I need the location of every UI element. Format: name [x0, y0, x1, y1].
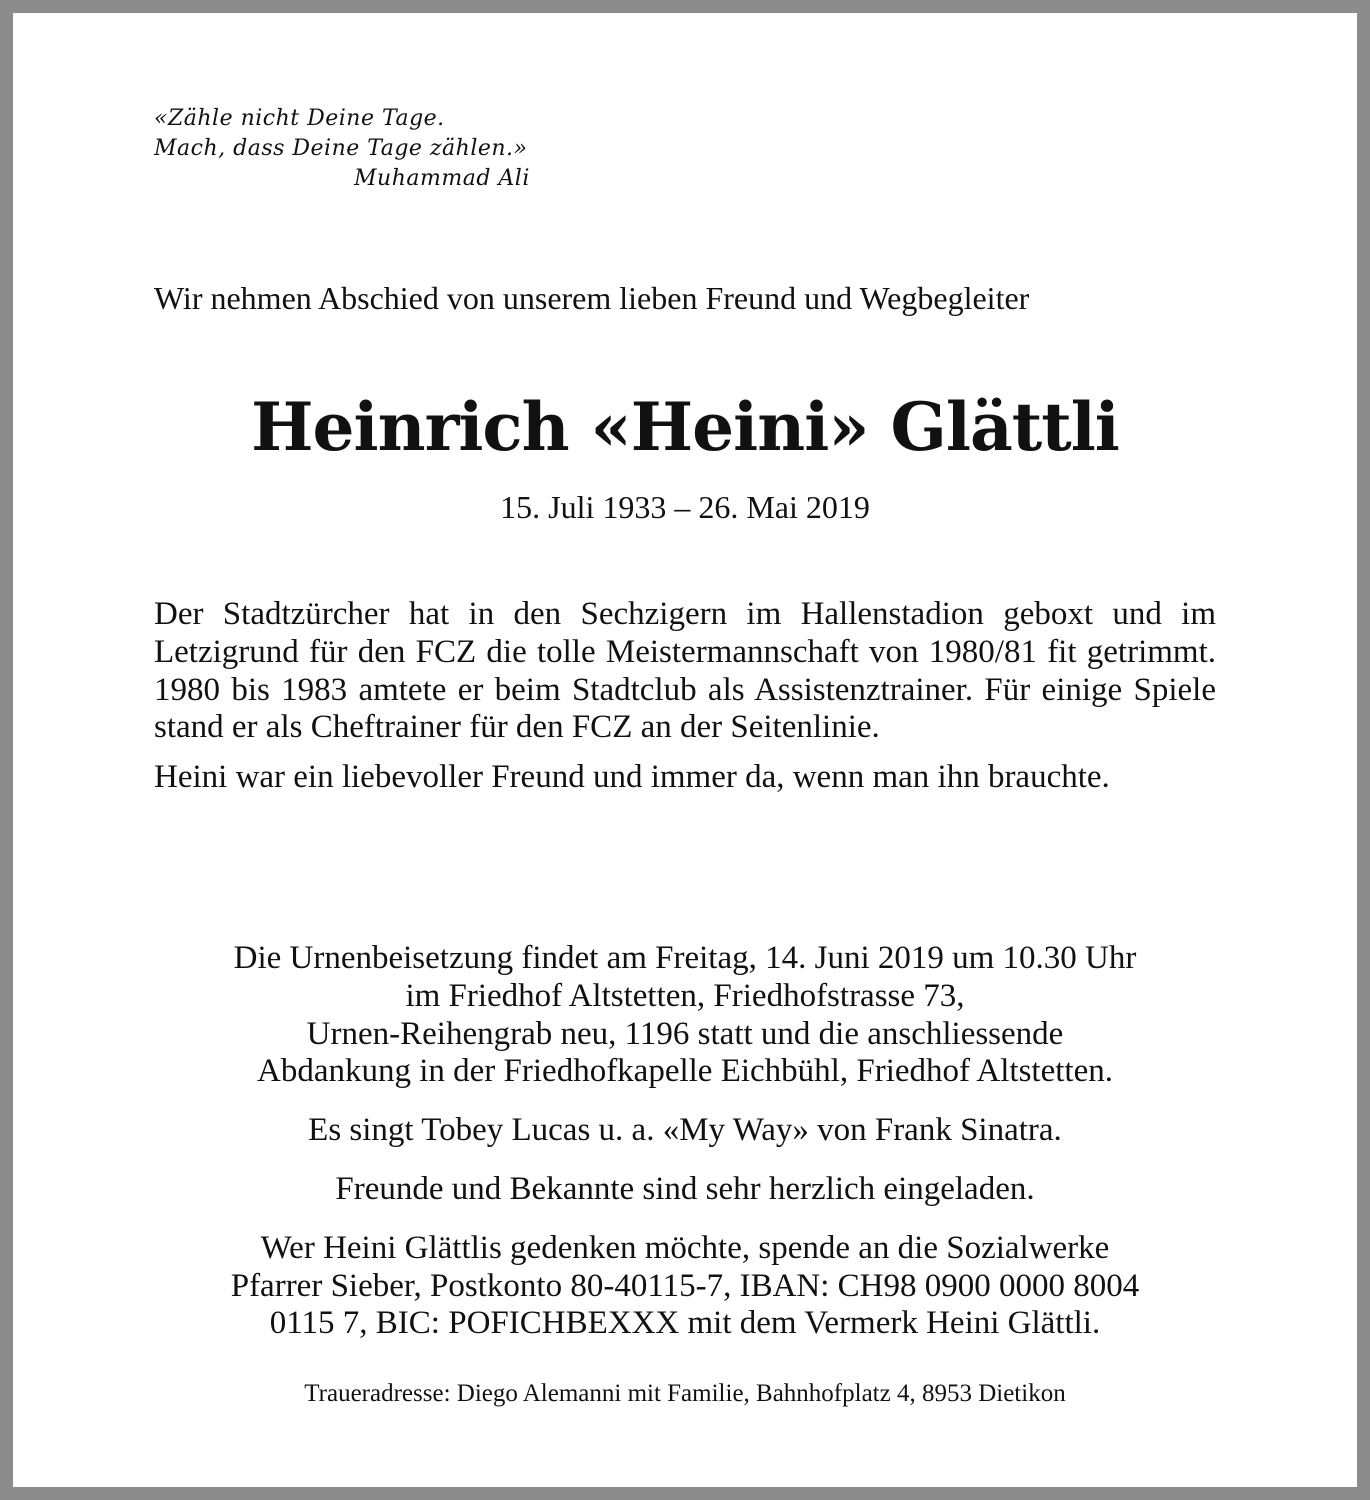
donation-line-3: 0115 7, BIC: POFICHBEXXX mit dem Vermerk Heini Glättli. [269, 1305, 1101, 1342]
life-dates: 15. Juli 1933 – 26. Mai 2019 [500, 489, 870, 525]
deceased-name: Heinrich «Heini» Glättli [251, 388, 1119, 466]
obituary-notice [13, 13, 1357, 1487]
burial-line-2: im Friedhof Altstetten, Friedhofstrasse 73, [405, 977, 965, 1014]
biography-paragraph-2: Heini war ein liebevoller Freund und immer da, wenn man ihn brauchte. [154, 759, 1110, 796]
music-note: Es singt Tobey Lucas u. a. «My Way» von Frank Sinatra. [308, 1112, 1062, 1149]
burial-line-3: Urnen-Reihengrab neu, 1196 statt und die anschliessende [306, 1015, 1064, 1052]
burial-line-4: Abdankung in der Friedhofkapelle Eichbühl, Friedhof Altstetten. [257, 1053, 1113, 1090]
ceremony-details [154, 940, 1216, 1343]
quote-author: Muhammad Ali [354, 166, 530, 191]
quote-line-2: Mach, dass Deine Tage zählen.» [154, 136, 528, 161]
burial-line-1: Die Urnenbeisetzung findet am Freitag, 14. Juni 2019 um 10.30 Uhr [233, 940, 1137, 976]
biography-paragraph-1: Der Stadtzürcher hat in den Sechzigern im Hallenstadion geboxt und im Letzigrund für den FCZ die tolle Meistermannschaft von 1980/81 fit getrimmt. 1980 bis 1983 amtete er beim Stadtclub als Assistenztrainer. Für einige Spiele stand er als Cheftrainer für den FCZ an der Seitenlinie. [154, 596, 1216, 746]
donation-line-2: Pfarrer Sieber, Postkonto 80-40115-7, IBAN: CH98 0900 0000 8004 [230, 1267, 1140, 1304]
biography [154, 596, 1216, 797]
epigraph-quote [154, 104, 554, 194]
farewell-intro: Wir nehmen Abschied von unserem lieben Freund und Wegbegleiter [154, 280, 1030, 316]
donation-line-1: Wer Heini Glättlis gedenken möchte, spende an die Sozialwerke [260, 1229, 1110, 1266]
quote-line-1: «Zähle nicht Deine Tage. [154, 106, 445, 131]
invitation-note: Freunde und Bekannte sind sehr herzlich eingeladen. [335, 1170, 1035, 1207]
mourning-address: Traueradresse: Diego Alemanni mit Familie, Bahnhofplatz 4, 8953 Dietikon [304, 1380, 1066, 1407]
